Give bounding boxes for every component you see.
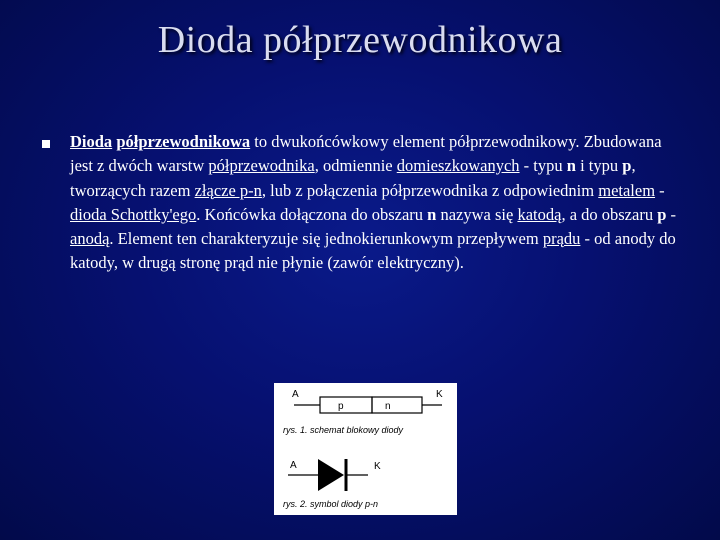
text-segment: nazywa się [436,204,518,224]
text-segment: to dwukońcówkowy element półprzewodnikowy. Zbudowana jest z dwóch warstw [70,132,662,176]
text-segment: . Element ten charakteryzuje się jednokierunkowym przepływem [109,229,543,249]
block-caption: rys. 1. schemat blokowy diody [283,425,404,435]
link-zlacze-pn[interactable]: złącze p-n [194,180,262,200]
diode-figure-svg [274,383,457,515]
text-segment: - [655,180,665,200]
text-segment: - od anody do katody, w drugą stronę prąd nie płynie (zawór elektryczny). [70,229,676,273]
block-anode-label: A [292,389,299,400]
link-polprzewodnika[interactable]: półprzewodnika [208,156,315,176]
text-segment: - typu [519,156,567,176]
n-region [372,397,422,413]
link-domieszkowanych[interactable]: domieszkowanych [396,156,520,176]
link-pradu[interactable]: prądu [542,229,581,249]
text-segment: i typu [575,156,623,176]
block-cathode-label: K [436,389,443,400]
symbol-caption: rys. 2. symbol diody p-n [283,499,379,509]
link-dioda-schottkyego[interactable]: dioda Schottky'ego [70,204,197,224]
link-dioda[interactable]: Dioda [70,132,113,151]
bold-n-2: n [427,204,437,224]
text-segment: , a do obszaru [561,204,658,224]
link-polprzewodnikowa[interactable]: półprzewodnikowa [116,132,251,151]
diode-triangle-icon [318,459,344,491]
text-segment: - [666,204,677,224]
body-paragraph [70,130,685,276]
symbol-cathode-label: K [374,461,381,472]
diode-figure [274,383,457,515]
text-segment: , odmiennie [314,156,397,176]
link-anoda[interactable]: anodą [70,229,110,249]
link-katoda[interactable]: katodą [517,204,562,224]
bold-p-2: p [657,204,667,224]
p-region [320,397,372,413]
slide-title: Dioda półprzewodnikowa [157,19,563,61]
bold-n: n [566,156,576,176]
p-label: p [338,401,344,412]
bold-p: p [622,156,632,176]
symbol-anode-label: A [290,460,297,471]
text-segment: , lub z połączenia półprzewodnika z odpowiednim [261,180,599,200]
link-metalem[interactable]: metalem [598,180,656,200]
text-segment: , tworzących razem [70,156,636,200]
text-segment: . Końcówka dołączona do obszaru [196,204,428,224]
n-label: n [385,401,391,412]
bullet-marker [42,140,50,148]
